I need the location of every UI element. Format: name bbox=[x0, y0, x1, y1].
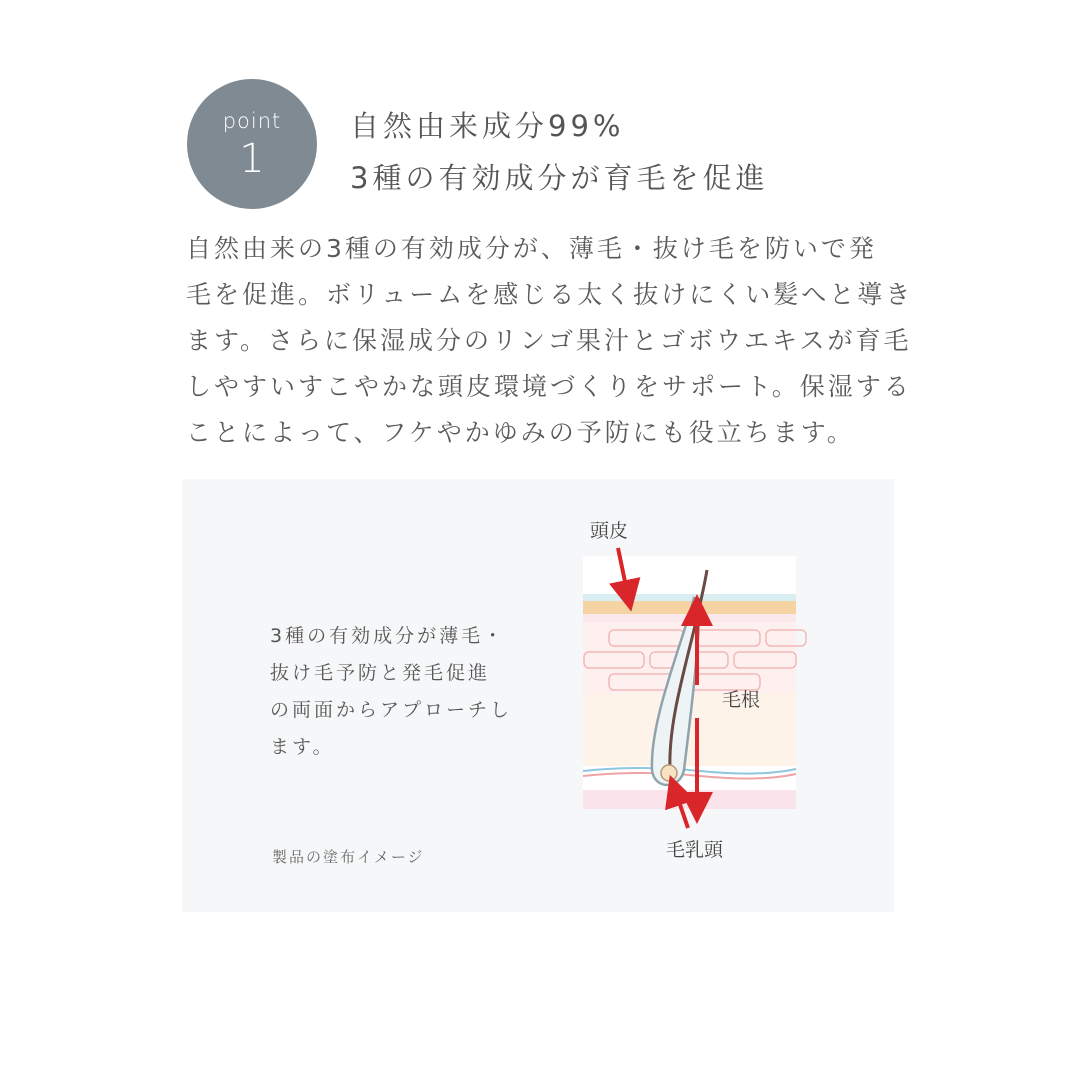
bottom-layer bbox=[583, 790, 796, 809]
panel-line: 抜け毛予防と発毛促進 bbox=[270, 662, 491, 684]
description-line: 毛を促進。ボリュームを感じる太く抜けにくい髪へと導き bbox=[186, 280, 914, 309]
hair-root-diagram bbox=[560, 510, 820, 870]
point-label: point bbox=[222, 109, 282, 133]
root-label: 毛根 bbox=[722, 689, 761, 711]
panel-line: の両面からアプローチし bbox=[270, 699, 513, 721]
description-line: しやすいすこやかな頭皮環境づくりをサポート。保湿する bbox=[186, 372, 912, 401]
description-line: 自然由来の3種の有効成分が、薄毛・抜け毛を防いで発 bbox=[186, 234, 877, 263]
papilla-label: 毛乳頭 bbox=[666, 839, 724, 861]
panel-line: 3種の有効成分が薄毛・ bbox=[270, 625, 506, 647]
panel-line: ます。 bbox=[270, 736, 335, 758]
point-badge bbox=[187, 79, 317, 209]
section-heading bbox=[350, 100, 768, 204]
description-line: ことによって、フケやかゆみの予防にも役立ちます。 bbox=[186, 418, 855, 447]
description-line: ます。さらに保湿成分のリンゴ果汁とゴボウエキスが育毛 bbox=[186, 326, 912, 355]
heading-line-1: 自然由来成分99% bbox=[350, 109, 625, 143]
heading-line-2: 3種の有効成分が育毛を促進 bbox=[350, 161, 769, 195]
panel-description bbox=[270, 618, 512, 766]
point-number: 1 bbox=[239, 136, 265, 182]
dermal-papilla bbox=[661, 765, 677, 781]
description bbox=[186, 226, 914, 456]
scalp-label: 頭皮 bbox=[590, 520, 629, 542]
surface-layer bbox=[583, 594, 796, 601]
image-caption: 製品の塗布イメージ bbox=[272, 848, 425, 866]
